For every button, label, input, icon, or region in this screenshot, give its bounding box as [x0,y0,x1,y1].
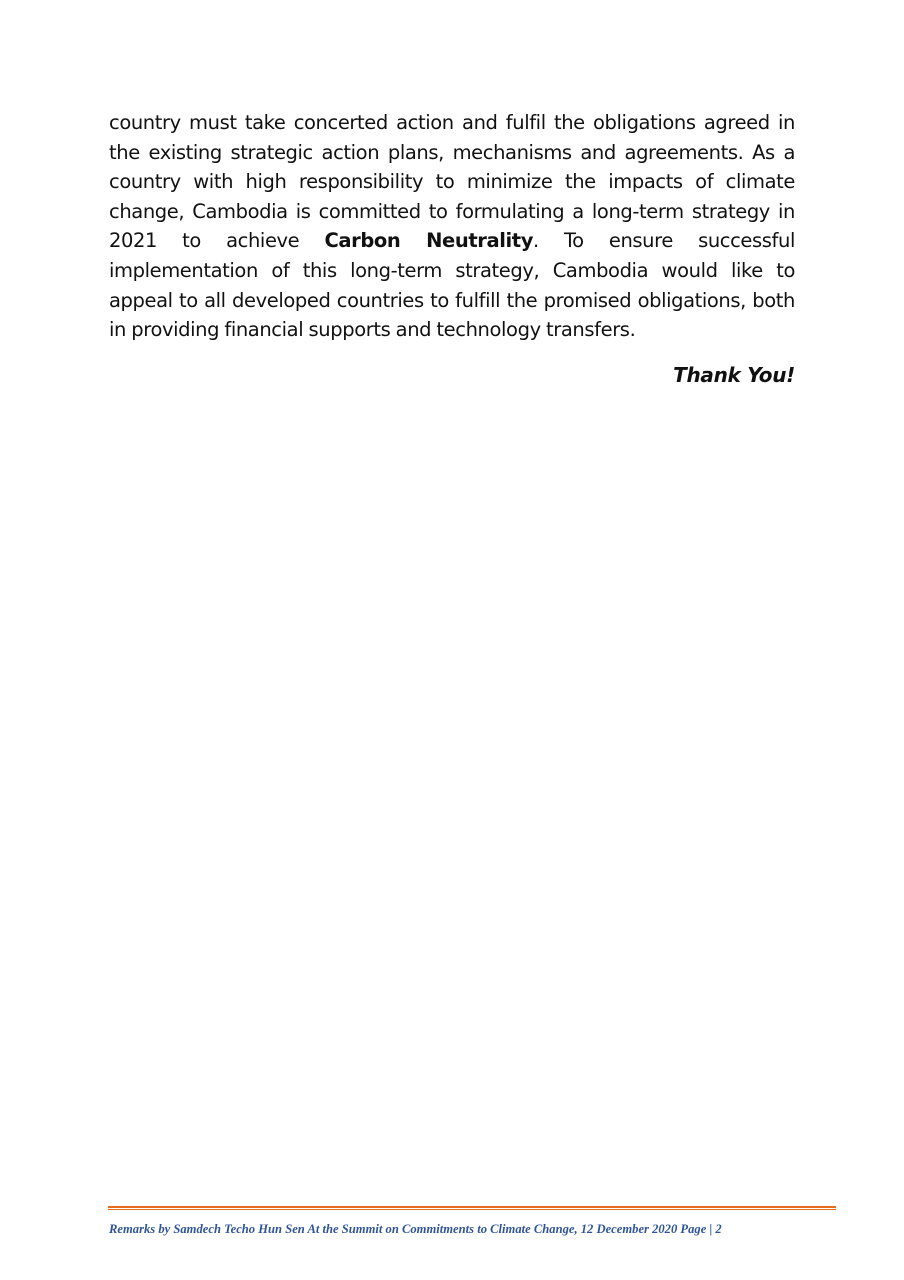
footer-divider-thick-line [108,1206,836,1208]
carbon-neutrality-bold-text: Carbon Neutrality [324,229,534,253]
footer-divider [108,1206,836,1211]
closing-thank-you: Thank You! [673,363,795,387]
footer-divider-thin-line [108,1209,836,1210]
paragraph-text-start: country must take concerted action and fulfil the obligations agreed in the existing strategic action plans, mechanisms and agreements. As a country with high responsibility to minimize the impacts of climate change, Cambodia is committed to formulating a long-term strategy in 2021 to achieve [109,111,795,253]
paragraph-text-end: . To ensure successful implementation of this long-term strategy, Cambodia would like to appeal to all developed countries to fulfill the promised obligations, both in providing financial supports and technology transfers. [109,229,795,342]
footer-caption: Remarks by Samdech Techo Hun Sen At the Summit on Commitments to Climate Change, 12 December 2020 Page | 2 [109,1222,722,1236]
body-paragraph [109,108,795,345]
